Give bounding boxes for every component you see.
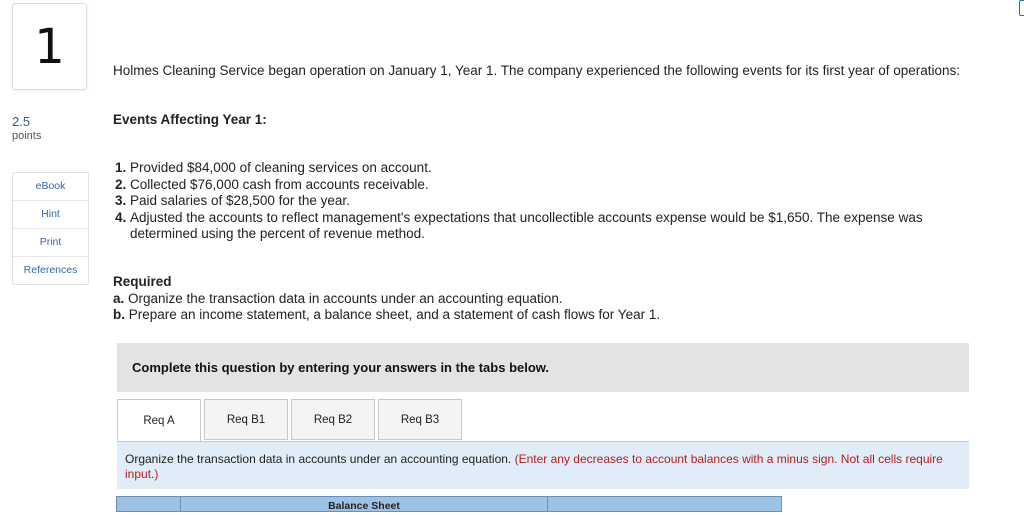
- edge-panel-tab[interactable]: [1019, 0, 1024, 16]
- event-item: 3. Paid salaries of $28,500 for the year.: [115, 193, 350, 208]
- tab-req-b1[interactable]: Req B1: [204, 399, 288, 440]
- event-item: 2. Collected $76,000 cash from accounts receivable.: [115, 176, 429, 192]
- events-list: [113, 160, 963, 243]
- points-value: 2.5: [12, 114, 31, 129]
- hint-link[interactable]: Hint: [13, 201, 88, 229]
- balance-sheet-header: Balance Sheet: [181, 497, 548, 511]
- header-cell-blank: [117, 497, 181, 511]
- side-links-panel: [12, 172, 89, 285]
- instruction-note: (Enter any decreases to account balances with a minus sign. Not all cells require input.): [125, 452, 943, 481]
- header-cell-right: [548, 497, 781, 511]
- ebook-link[interactable]: eBook: [13, 173, 88, 201]
- instruction-text: Organize the transaction data in accounts under an accounting equation.: [125, 452, 512, 466]
- required-item-b: b. Prepare an income statement, a balance sheet, and a statement of cash flows for Year 1.: [113, 307, 661, 322]
- question-intro-container: [113, 62, 963, 79]
- complete-instructions-text: Complete this question by entering your answers in the tabs below.: [132, 360, 550, 375]
- tab-req-a[interactable]: Req A: [117, 399, 201, 442]
- tab-req-b2[interactable]: Req B2: [291, 399, 375, 440]
- question-number: 1: [34, 18, 65, 75]
- tab-req-b3[interactable]: Req B3: [378, 399, 462, 440]
- complete-instructions-box: [117, 343, 969, 392]
- required-item-a: a. Organize the transaction data in accounts under an accounting equation.: [113, 290, 563, 306]
- print-link[interactable]: Print: [13, 229, 88, 257]
- answer-instruction: [117, 442, 969, 489]
- required-section: [113, 274, 963, 324]
- requirement-tabs: [117, 399, 465, 442]
- references-link[interactable]: References: [23, 264, 78, 276]
- points-label: points: [12, 130, 42, 142]
- event-item: 1. Provided $84,000 of cleaning services on account.: [115, 160, 432, 175]
- events-title: Events Affecting Year 1:: [113, 112, 267, 127]
- question-number-box: [12, 3, 87, 90]
- required-title: Required: [113, 274, 172, 289]
- question-intro: Holmes Cleaning Service began operation on January 1, Year 1. The company experienced the following events for its first year of operations:: [113, 63, 960, 78]
- event-item: 4. Adjusted the accounts to reflect management's expectations that uncollectible accounts expense would be $1,650. The expense was determined using the percent of revenue method.: [115, 209, 923, 241]
